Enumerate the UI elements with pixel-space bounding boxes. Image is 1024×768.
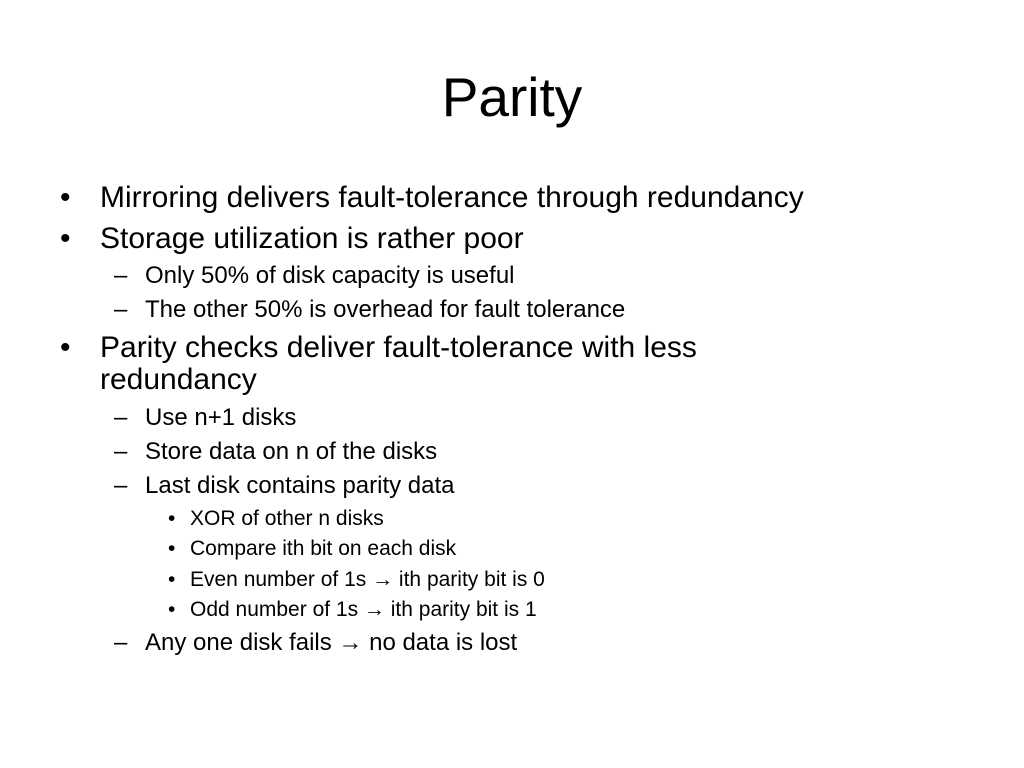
sub-bullet-text: The other 50% is overhead for fault tolerance xyxy=(145,296,626,323)
bullet-text-continuation: redundancy xyxy=(100,363,257,396)
dash-marker: – xyxy=(114,296,128,323)
dash-marker: – xyxy=(114,629,128,656)
sub-sub-bullet-text: Even number of 1s → ith parity bit is 0 xyxy=(190,568,545,591)
dash-marker: – xyxy=(114,262,128,289)
sub-sub-bullet-text: Odd number of 1s → ith parity bit is 1 xyxy=(190,598,537,621)
bullet-text: Parity checks deliver fault-tolerance with less xyxy=(100,331,697,364)
bullet-marker: • xyxy=(168,537,176,560)
sub-bullet-text: Store data on n of the disks xyxy=(145,438,438,465)
bullet-marker: • xyxy=(168,568,176,591)
sub-bullet-text: Last disk contains parity data xyxy=(145,472,455,499)
bullet-text: Mirroring delivers fault-tolerance through redundancy xyxy=(100,181,804,214)
slide-title: Parity xyxy=(441,66,583,128)
bullet-text: Storage utilization is rather poor xyxy=(100,222,524,255)
dash-marker: – xyxy=(114,472,128,499)
sub-sub-bullet-text: Compare ith bit on each disk xyxy=(190,537,457,560)
dash-marker: – xyxy=(114,404,128,431)
sub-bullet-text: Any one disk fails → no data is lost xyxy=(145,629,518,656)
bullet-marker: • xyxy=(168,507,176,530)
sub-sub-bullet-text: XOR of other n disks xyxy=(190,507,384,530)
dash-marker: – xyxy=(114,438,128,465)
bullet-marker: • xyxy=(168,598,176,621)
sub-bullet-text: Use n+1 disks xyxy=(145,404,297,431)
bullet-marker: • xyxy=(60,222,71,255)
bullet-marker: • xyxy=(60,331,71,364)
bullet-marker: • xyxy=(60,181,71,214)
sub-bullet-text: Only 50% of disk capacity is useful xyxy=(145,262,515,289)
